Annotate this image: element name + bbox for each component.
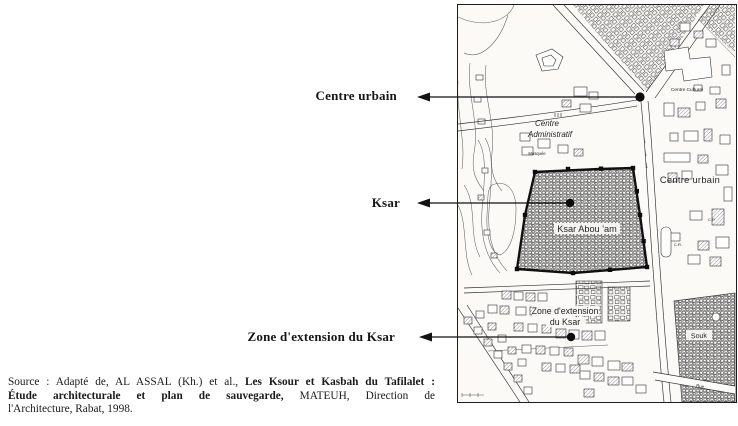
arrowhead-left-icon: [417, 199, 430, 208]
map-label-mosquee: Mosquée: [528, 151, 546, 156]
map-label-rue: Rue: [695, 383, 705, 390]
source-title-bold: Les Ksour et Kasbah du Tafilalet :: [245, 376, 435, 388]
upper-town-blocks: [573, 5, 735, 91]
map-label-ksar-abou-am: Ksar Abou 'am: [557, 224, 617, 234]
callout-label-ksar: Ksar: [371, 195, 400, 210]
souk-area: [653, 293, 735, 402]
callout-label-zone-extension: Zone d'extension du Ksar: [247, 329, 395, 344]
arrowhead-left-icon: [419, 333, 432, 342]
source-line-3: [8, 403, 435, 417]
map-label-zone-extension-1: Zone d'extension: [531, 306, 599, 316]
map-label-centre-urbain: Centre urbain: [659, 175, 721, 185]
map-label-centre-culturel: Centre Culturel: [670, 88, 704, 93]
source-text: MATEUH, Direction de: [283, 389, 435, 402]
bottom-middle-houses: [578, 355, 646, 397]
map-figure: [457, 4, 737, 403]
map-label-cp: C.P.: [708, 217, 716, 222]
map-drawing: [458, 5, 736, 402]
ksar-area: [515, 166, 649, 275]
centre-urbain-district: [644, 99, 732, 266]
ksar-boundary: [517, 168, 647, 273]
map-label-zone-extension-2: du Ksar: [549, 317, 581, 327]
source-citation: [8, 376, 435, 417]
source-title-bold: Étude architecturale et plan de sauvegarde,: [8, 389, 284, 402]
map-label-centre-admin-1: Centre: [534, 119, 560, 128]
source-line-2: [8, 390, 435, 404]
centre-administratif-cluster: [520, 49, 598, 156]
source-text: l'Architecture, Rabat, 1998.: [8, 403, 133, 416]
source-line-1: [8, 376, 435, 390]
zone-extension-area: [488, 281, 630, 373]
callout-label-centre-urbain: Centre urbain: [315, 88, 397, 103]
map-label-centre-admin-2: Administratif: [527, 130, 573, 139]
map-label-cr: C.R.: [674, 242, 682, 247]
palm-grove-lines: [458, 5, 516, 275]
arrowhead-left-icon: [417, 93, 430, 102]
map-label-souk: Souk: [690, 332, 708, 341]
source-text: Source : Adapté de, AL ASSAL (Kh.) et al.,: [8, 376, 245, 388]
